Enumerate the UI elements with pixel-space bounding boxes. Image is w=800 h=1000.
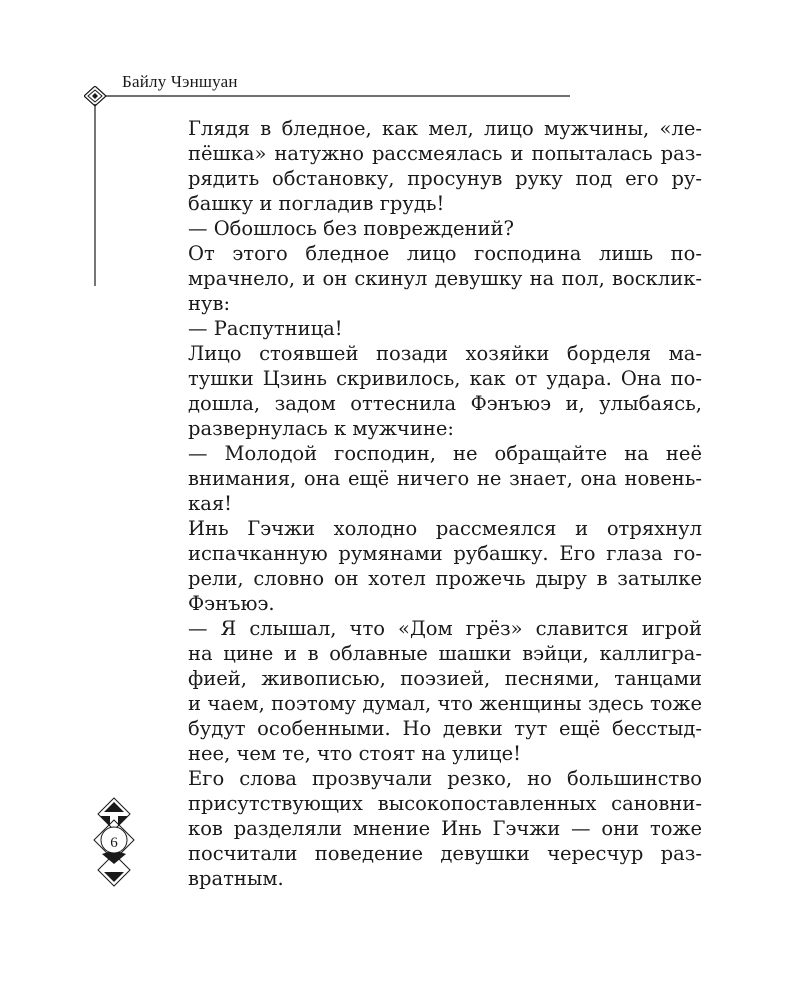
text-line: тушки Цзинь скривилось, как от удара. Она по- bbox=[188, 367, 702, 390]
text-line: дошла, задом оттеснила Фэнъюэ и, улыбаясь, bbox=[188, 392, 702, 415]
text-line: фией, живописью, поэзией, песнями, танцами bbox=[188, 667, 702, 690]
text-line: присутствующих высокопоставленных сановни- bbox=[188, 792, 702, 815]
text-line: Фэнъюэ. bbox=[188, 592, 275, 615]
body-text bbox=[188, 116, 702, 891]
text-line: — Молодой господин, не обращайте на неё bbox=[188, 442, 702, 465]
text-line: пёшка» натужно рассмеялась и попыталась раз- bbox=[188, 142, 702, 165]
text-line: испачканную румянами рубашку. Его глаза го- bbox=[188, 542, 702, 565]
text-line: башку и погладив грудь! bbox=[188, 192, 445, 215]
text-line: нее, чем те, что стоят на улице! bbox=[188, 742, 521, 765]
text-line: мрачнело, и он скинул девушку на пол, восклик- bbox=[188, 267, 702, 290]
text-line: Инь Гэчжи холодно рассмеялся и отряхнул bbox=[188, 517, 702, 540]
text-line: на цине и в облавные шашки вэйци, каллигра- bbox=[188, 642, 702, 665]
text-line: — Распутница! bbox=[188, 317, 343, 340]
text-line: развернулась к мужчине: bbox=[188, 417, 454, 440]
text-line: внимания, она ещё ничего не знает, она новень- bbox=[188, 467, 702, 490]
text-line: рядить обстановку, просунув руку под его ру- bbox=[188, 167, 702, 190]
text-line: От этого бледное лицо господина лишь по- bbox=[188, 242, 702, 265]
text-line: и чаем, поэтому думал, что женщины здесь тоже bbox=[188, 692, 702, 715]
header-author: Байлу Чэншуан bbox=[122, 72, 238, 91]
text-line: нув: bbox=[188, 292, 231, 315]
page-number: 6 bbox=[110, 835, 118, 851]
text-line: — Я слышал, что «Дом грёз» славится игрой bbox=[188, 617, 702, 640]
text-line: вратным. bbox=[188, 867, 284, 890]
text-line: рели, словно он хотел прожечь дыру в затылке bbox=[188, 567, 702, 590]
text-line: Его слова прозвучали резко, но большинство bbox=[188, 767, 702, 790]
text-line: будут особенными. Но девки тут ещё бесстыд- bbox=[188, 717, 702, 740]
text-line: Глядя в бледное, как мел, лицо мужчины, «ле- bbox=[188, 117, 702, 140]
text-line: посчитали поведение девушки чересчур раз- bbox=[188, 842, 702, 865]
text-line: — Обошлось без повреждений? bbox=[188, 217, 514, 240]
text-line: Лицо стоявшей позади хозяйки борделя ма- bbox=[188, 342, 702, 365]
text-line: кая! bbox=[188, 492, 232, 515]
text-line: ков разделяли мнение Инь Гэчжи — они тоже bbox=[188, 817, 702, 840]
